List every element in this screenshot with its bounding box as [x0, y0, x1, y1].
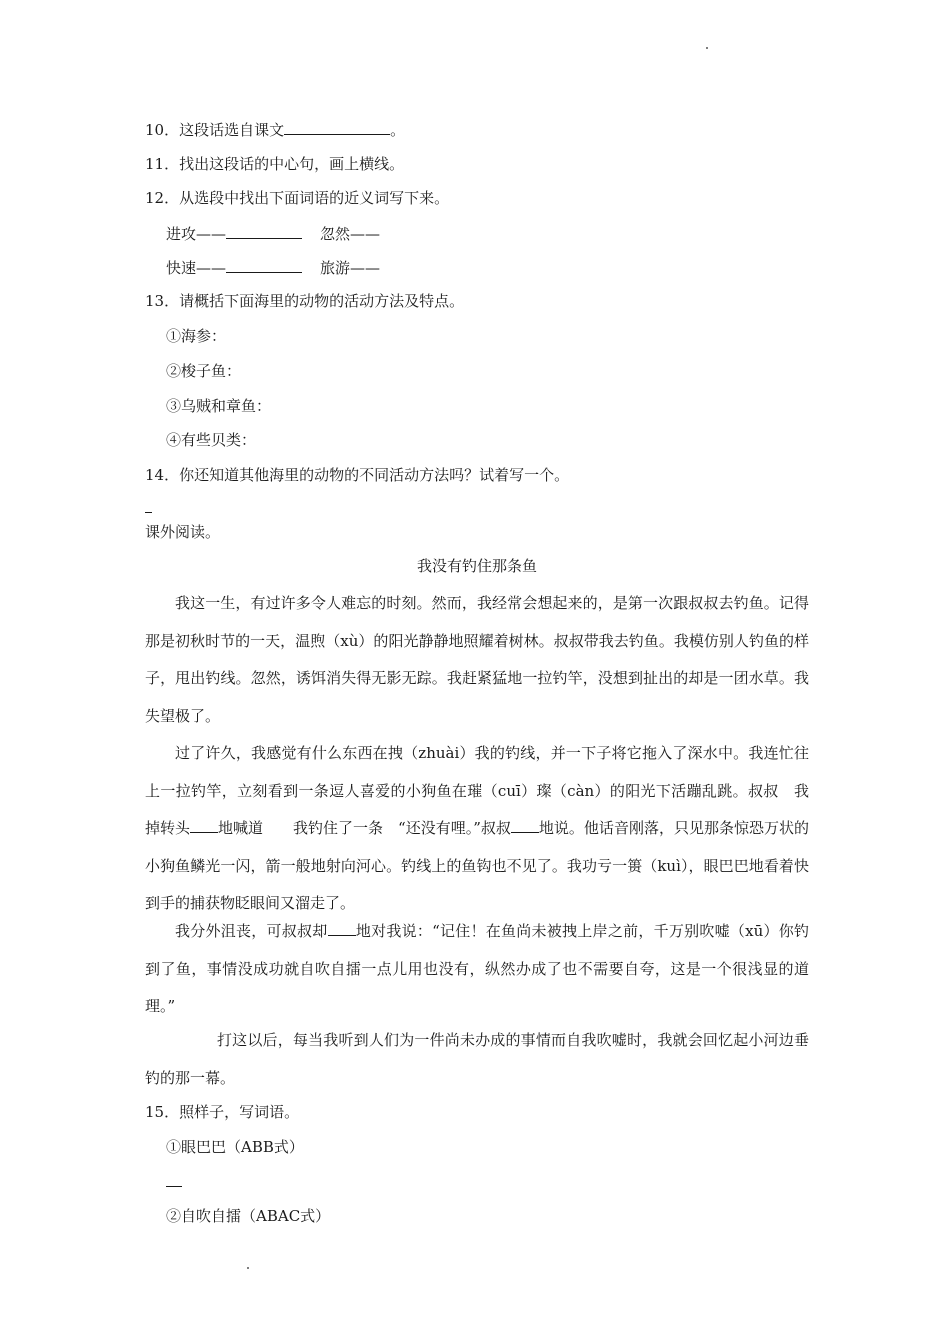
question-13-item: ②梭子鱼：: [166, 362, 242, 380]
passage-title: 我没有钓住那条鱼: [416, 557, 537, 575]
question-12-row-1: [166, 222, 380, 245]
question-10-end: 。: [390, 121, 406, 139]
question-13-item: ①海参：: [166, 327, 227, 345]
passage-paragraph-4: 打这以后，每当我听到人们为一件尚未办成的事情而自我吹嘘时，我就会回忆起小河边垂钓的那一幕。: [145, 1031, 809, 1087]
answer-blank[interactable]: [190, 816, 218, 833]
answer-blank[interactable]: [328, 919, 356, 936]
paragraph-text: 地对我说：“记住！在鱼尚未被拽上岸之前，千万别吹嘘（xū）你钓到了鱼，事情没成功就自吹自擂一点儿用也没有，纵然办成了也不需要自夸，这是一个很浅显的道理。”: [145, 922, 809, 1015]
passage-paragraph-3: [145, 913, 809, 1026]
passage-paragraph-1: 我这一生，有过许多令人难忘的时刻。然而，我经常会想起来的，是第一次跟叔叔去钓鱼。记得那是初秋时节的一天，温煦（xù）的阳光静静地照耀着树林。叔叔带我去钓鱼。我模仿别人钓鱼的样子，甩出钓线。忽然，诱饵消失得无影无踪。我赶紧猛地一拉钓竿，没想到扯出的却是一团水草。我失望极了。: [145, 594, 809, 725]
question-11: 11．找出这段话的中心句，画上横线。: [145, 155, 405, 173]
question-15: 15．照样子，写词语。: [145, 1103, 300, 1121]
section-heading: 课外阅读。: [145, 523, 221, 541]
question-12-row-2: [166, 256, 380, 279]
paragraph-text: 地说。他话音刚落，只见那条惊恐万状的小狗鱼鳞光一闪，箭一般地射向河心。钓线上的鱼钩也不见了。我功亏一篑（kuì），眼巴巴地看着快到手的捕获物眨眼间又溜走了。: [145, 819, 809, 912]
synonym-prompt: 快速——: [166, 259, 227, 277]
answer-blank[interactable]: [226, 222, 302, 239]
passage-paragraph-2: [145, 735, 809, 923]
question-15-item-2: ②自吹自擂（ABAC式）: [166, 1207, 331, 1225]
question-14: 14．你还知道其他海里的动物的不同活动方法吗？试着写一个。: [145, 466, 570, 484]
answer-line[interactable]: [166, 1186, 182, 1187]
answer-line[interactable]: [145, 512, 152, 513]
answer-blank[interactable]: [511, 816, 539, 833]
synonym-prompt: 旅游——: [320, 259, 381, 277]
question-12: 12．从选段中找出下面词语的近义词写下来。: [145, 189, 450, 207]
question-10-text: 10．这段话选自课文: [145, 121, 285, 139]
scan-dot: [706, 47, 708, 49]
paragraph-text: 我分外沮丧，可叔叔却: [175, 922, 328, 940]
question-13: 13．请概括下面海里的动物的活动方法及特点。: [145, 292, 465, 310]
paragraph-text: 地喊道 我钓住了一条 “还没有哩。”叔叔: [218, 819, 511, 837]
question-10: [145, 118, 405, 141]
synonym-prompt: 进攻——: [166, 225, 227, 243]
question-15-item-1: ①眼巴巴（ABB式）: [166, 1138, 304, 1156]
answer-blank[interactable]: [226, 256, 302, 273]
synonym-prompt: 忽然——: [320, 225, 381, 243]
scan-dot: [247, 1267, 249, 1269]
answer-blank[interactable]: [284, 118, 390, 135]
question-13-item: ③乌贼和章鱼：: [166, 397, 272, 415]
paragraph-text: 过了许久，我感觉有什么东西在拽（zhuài）我的钓线，并一下子将它拖入了深水中。我连忙往上一拉钓竿，立刻看到一条逗人喜爱的小狗鱼在璀（cuī）璨（càn）的阳光下活蹦乱跳。叔叔 我掉转头: [145, 744, 809, 837]
question-13-item: ④有些贝类：: [166, 431, 257, 449]
